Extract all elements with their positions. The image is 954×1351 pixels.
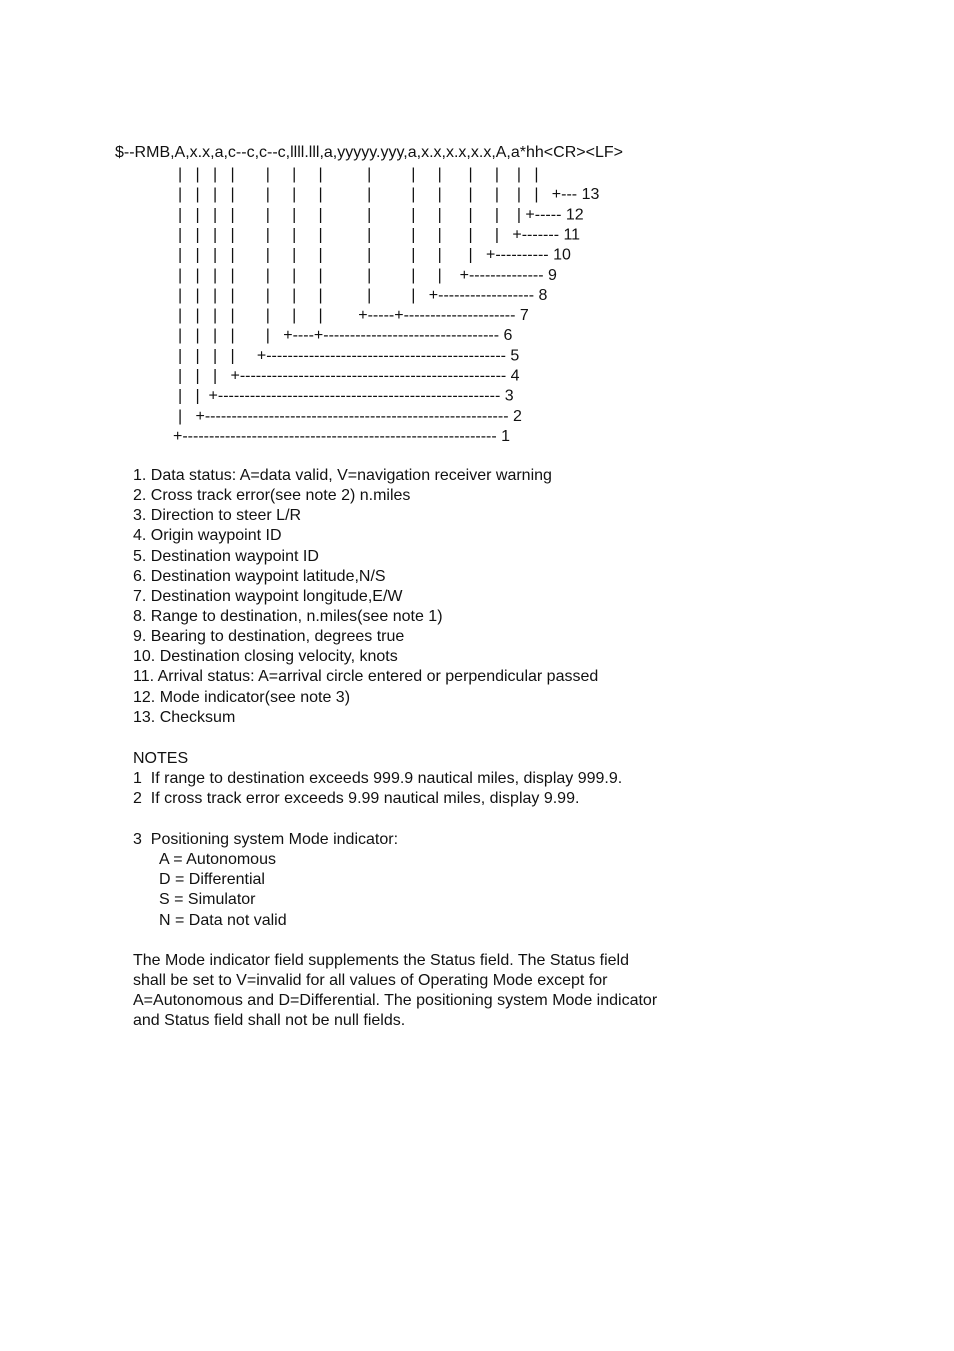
diagram-row: | | +----------------------------------------------------- 3 (178, 387, 514, 405)
diagram-row: | | | | +--------------------------------------------- 5 (178, 347, 520, 365)
notes-section (133, 749, 622, 809)
field-item: 7. Destination waypoint longitude,E/W (133, 587, 403, 605)
diagram-row: | | | | | +----+--------------------------------- 6 (178, 327, 513, 345)
field-item: 10. Destination closing velocity, knots (133, 648, 398, 666)
paragraph-line: and Status field shall not be null fields. (133, 1012, 406, 1030)
diagram-row: | | | | | | | | | | | | | | +--- 13 (178, 186, 600, 204)
field-item: 2. Cross track error(see note 2) n.miles (133, 487, 411, 505)
diagram-row: | +--------------------------------------------------------- 2 (178, 407, 522, 425)
diagram-row: | | | | | | | | | | | | +------- 11 (178, 226, 581, 244)
diagram-row: | | | +-------------------------------------------------- 4 (178, 367, 520, 385)
field-item: 5. Destination waypoint ID (133, 547, 319, 565)
diagram-row: | | | | | | | | | | +-------------- 9 (178, 266, 557, 284)
field-item: 12. Mode indicator(see note 3) (133, 688, 351, 706)
field-item: 3. Direction to steer L/R (133, 507, 302, 525)
field-item: 9. Bearing to destination, degrees true (133, 628, 405, 646)
nmea-sentence-format: $--RMB,A,x.x,a,c--c,c--c,llll.lll,a,yyyyy.yyy,a,x.x,x.x,x.x,A,a*hh<CR><LF> (115, 144, 623, 161)
diagram-row: | | | | | | | +-----+--------------------- 7 (178, 307, 529, 325)
diagram-row: | | | | | | | | | | | | | | (178, 166, 539, 183)
mode-paragraph (133, 951, 657, 1032)
note-item: 1 If range to destination exceeds 999.9 nautical miles, display 999.9. (133, 770, 623, 788)
diagram-row: | | | | | | | | | +------------------ 8 (178, 286, 548, 304)
field-item: 6. Destination waypoint latitude,N/S (133, 567, 386, 585)
paragraph-line: shall be set to V=invalid for all values of Operating Mode except for (133, 972, 608, 990)
field-item: 4. Origin waypoint ID (133, 527, 282, 545)
paragraph-line: The Mode indicator field supplements the Status field. The Status field (133, 952, 629, 969)
field-item: 13. Checksum (133, 708, 236, 726)
field-item: 8. Range to destination, n.miles(see note 1) (133, 607, 443, 625)
mode-item: S = Simulator (159, 891, 256, 909)
mode-item: A = Autonomous (159, 851, 276, 869)
field-list (133, 466, 598, 728)
field-pointer-diagram (0, 0, 954, 460)
diagram-row: | | | | | | | | | | | +---------- 10 (178, 246, 571, 264)
mode-item: D = Differential (159, 871, 265, 889)
note-item: 3 Positioning system Mode indicator: (133, 831, 399, 848)
field-item: 1. Data status: A=data valid, V=navigation receiver warning (133, 467, 552, 484)
note-item: 2 If cross track error exceeds 9.99 nautical miles, display 9.99. (133, 790, 580, 808)
notes-heading: NOTES (133, 750, 189, 767)
diagram-row: +----------------------------------------------------------- 1 (173, 427, 511, 445)
paragraph-line: A=Autonomous and D=Differential. The positioning system Mode indicator (133, 992, 658, 1010)
mode-indicator-note (133, 830, 398, 931)
diagram-row: | | | | | | | | | | | | | +----- 12 (178, 206, 584, 224)
mode-item: N = Data not valid (159, 911, 287, 929)
field-item: 11. Arrival status: A=arrival circle entered or perpendicular passed (133, 668, 599, 686)
